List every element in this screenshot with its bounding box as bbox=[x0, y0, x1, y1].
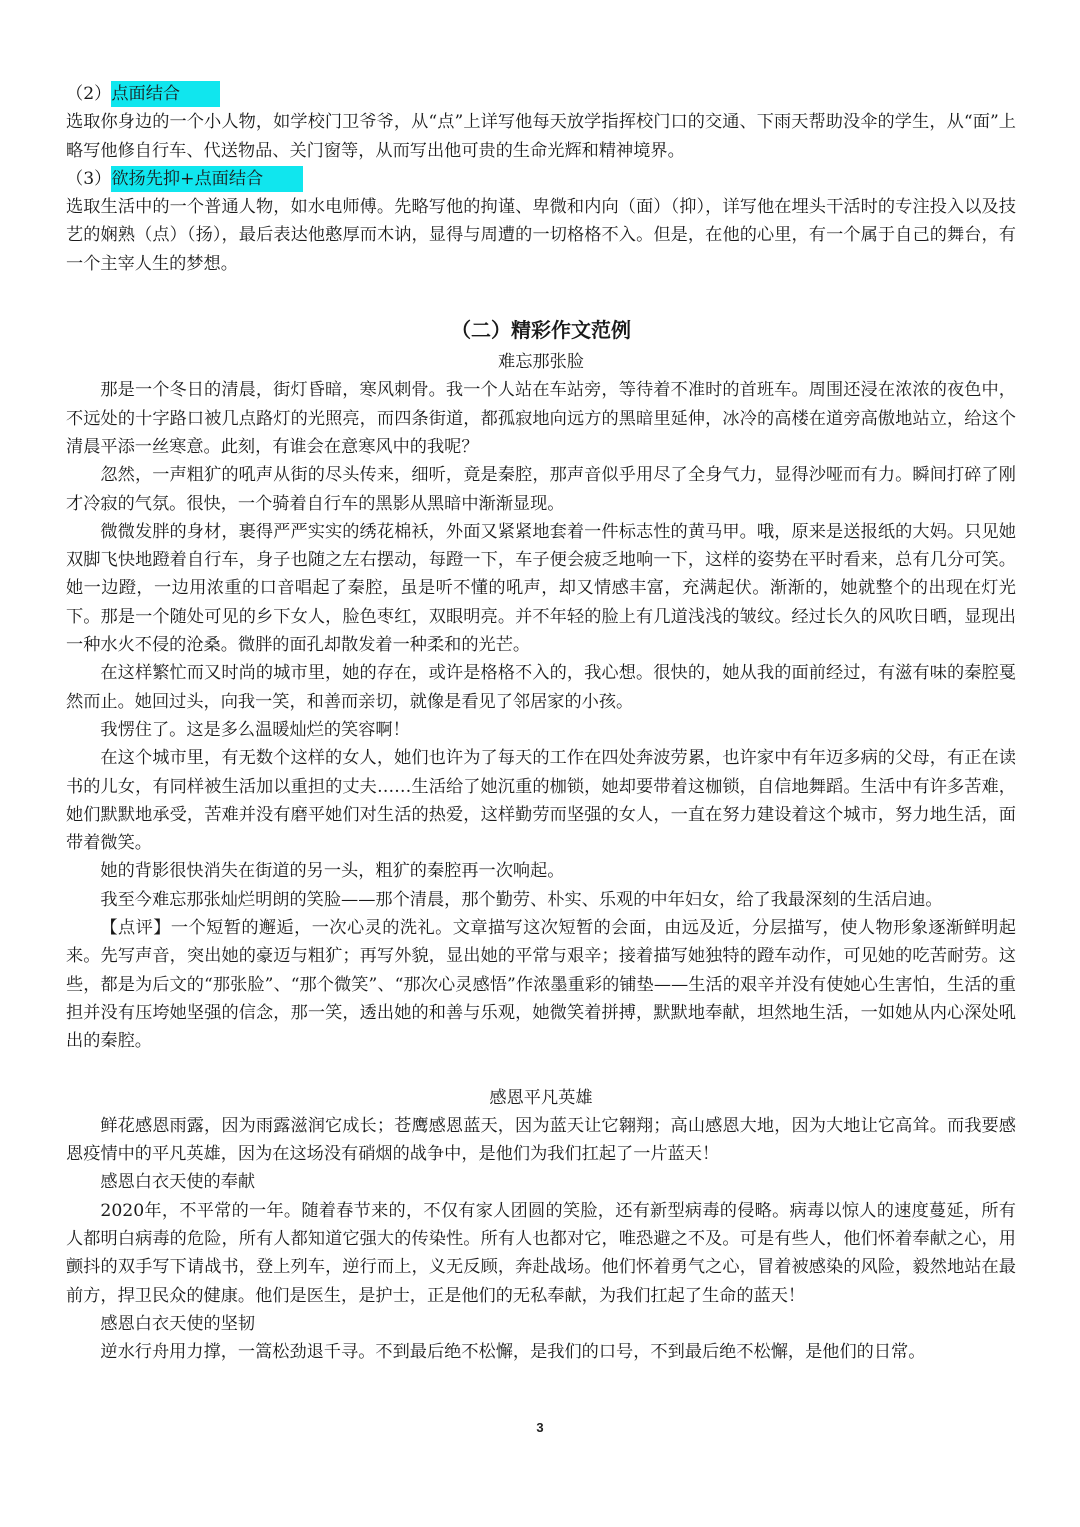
essay-2-title: 感恩平凡英雄 bbox=[489, 1087, 593, 1108]
method-3-title-highlight: 欲扬先抑+点面结合 bbox=[111, 166, 303, 192]
page-content bbox=[66, 80, 1016, 1366]
essay-1-paragraph: 我愣住了。这是多么温暖灿烂的笑容啊！ bbox=[100, 719, 410, 740]
method-2-number: （2） bbox=[66, 84, 112, 104]
essay-2-subheading: 感恩白衣天使的奉献 bbox=[100, 1172, 256, 1193]
essay-2-subheading: 感恩白衣天使的坚韧 bbox=[100, 1313, 256, 1334]
essay-1-paragraph: 我至今难忘那张灿烂明朗的笑脸——那个清晨，那个勤劳、朴实、乐观的中年妇女，给了我最深刻的生活启迪。 bbox=[100, 889, 943, 910]
essay-1-paragraph: 微微发胖的身材，裹得严严实实的绣花棉袄，外面又紧紧地套着一件标志性的黄马甲。哦，原来是送报纸的大妈。只见她双脚飞快地蹬着自行车，身子也随之左右摆动，每蹬一下，车子便会疲乏地响一下，这样的姿势在平时看来，总有几分可笑。她一边蹬，一边用浓重的口音唱起了秦腔，虽是听不懂的吼声，却又情感丰富，充满起伏。渐渐的，她就整个的出现在灯光下。那是一个随处可见的乡下女人，脸色枣红，双眼明亮。并不年轻的脸上有几道浅浅的皱纹。经过长久的风吹日晒，显现出一种水火不侵的沧桑。微胖的面孔却散发着一种柔和的光芒。 bbox=[66, 521, 1016, 656]
essay-1-title: 难忘那张脸 bbox=[498, 352, 584, 373]
essay-2-paragraph: 鲜花感恩雨露，因为雨露滋润它成长；苍鹰感恩蓝天，因为蓝天让它翱翔；高山感恩大地，因为大地让它高耸。而我要感恩疫情中的平凡英雄，因为在这场没有硝烟的战争中，是他们为我们扛起了一片蓝天！ bbox=[66, 1115, 1016, 1165]
essay-1-comment: 【点评】一个短暂的邂逅，一次心灵的洗礼。文章描写这次短暂的会面，由远及近，分层描写，使人物形象逐渐鲜明起来。先写声音，突出她的豪迈与粗犷；再写外貌，显出她的平常与艰辛；接着描写她独特的蹬车动作，可见她的吃苦耐劳。这些，都是为后文的“那张脸”、“那个微笑”、“那次心灵感悟”作浓墨重彩的铺垫——生活的艰辛并没有使她心生害怕，生活的重担并没有压垮她坚强的信念，那一笑，透出她的和善与乐观，她微笑着拼搏，默默地奉献，坦然地生活，一如她从内心深处吼出的秦腔。 bbox=[66, 918, 1016, 1052]
essay-1-paragraph: 她的背影很快消失在街道的另一头，粗犷的秦腔再一次响起。 bbox=[100, 861, 565, 882]
method-2-body: 选取你身边的一个小人物，如学校门卫爷爷，从“点”上详写他每天放学指挥校门口的交通、下雨天帮助没伞的学生，从“面”上略写他修自行车、代送物品、关门窗等，从而写出他可贵的生命光辉和精神境界。 bbox=[66, 112, 1016, 161]
essay-2-paragraph: 2020年，不平常的一年。随着春节来的，不仅有家人团圆的笑脸，还有新型病毒的侵略。病毒以惊人的速度蔓延，所有人都明白病毒的危险，所有人都知道它强大的传染性。所有人也都对它，唯恐避之不及。可是有些人，他们怀着奉献之心，用颤抖的双手写下请战书，登上列车，逆行而上，义无反顾，奔赴战场。他们怀着勇气之心，冒着被感染的风险，毅然地站在最前方，捍卫民众的健康。他们是医生，是护士，正是他们的无私奉献，为我们扛起了生命的蓝天！ bbox=[66, 1200, 1016, 1306]
method-3-number: （3） bbox=[66, 168, 112, 189]
essay-1-paragraph: 在这个城市里，有无数个这样的女人，她们也许为了每天的工作在四处奔波劳累，也许家中有年迈多病的父母，有正在读书的儿女，有同样被生活加以重担的丈夫……生活给了她沉重的枷锁，她却要带着这枷锁，自信地舞蹈。生活中有许多苦难，她们默默地承受，苦难并没有磨平她们对生活的热爱，这样勤劳而坚强的女人，一直在努力建设着这个城市，努力地生活，面带着微笑。 bbox=[66, 748, 1016, 854]
method-3-body: 选取生活中的一个普通人物，如水电师傅。先略写他的拘谨、卑微和内向（面）（抑），详写他在埋头干活时的专注投入以及技艺的娴熟（点）（扬），最后表达他憨厚而木讷，显得与周遭的一切格格不入。但是，在他的心里，有一个属于自己的舞台，有一个主宰人生的梦想。 bbox=[66, 197, 1016, 274]
method-2-heading bbox=[66, 80, 1016, 108]
method-3-heading bbox=[66, 165, 1016, 193]
essay-2-paragraph: 逆水行舟用力撑，一篙松劲退千寻。不到最后绝不松懈，是我们的口号，不到最后绝不松懈，是他们的日常。 bbox=[100, 1342, 926, 1363]
essay-1-paragraph: 在这样繁忙而又时尚的城市里，她的存在，或许是格格不入的，我心想。很快的，她从我的面前经过，有滋有味的秦腔戛然而止。她回过头，向我一笑，和善而亲切，就像是看见了邻居家的小孩。 bbox=[66, 663, 1016, 712]
essay-1-paragraph: 那是一个冬日的清晨，街灯昏暗，寒风刺骨。我一个人站在车站旁，等待着不准时的首班车。周围还浸在浓浓的夜色中，不远处的十字路口被几点路灯的光照亮，而四条街道，都孤寂地向远方的黑暗里延伸，冰冷的高楼在道旁高傲地站立，给这个清晨平添一丝寒意。此刻，有谁会在意寒风中的我呢？ bbox=[66, 380, 1016, 457]
examples-section-heading: （二）精彩作文范例 bbox=[451, 318, 631, 343]
essay-1-paragraph: 忽然，一声粗犷的吼声从街的尽头传来，细听，竟是秦腔，那声音似乎用尽了全身气力，显得沙哑而有力。瞬间打碎了刚才冷寂的气氛。很快，一个骑着自行车的黑影从黑暗中渐渐显现。 bbox=[66, 465, 1016, 514]
page-number: 3 bbox=[536, 1420, 544, 1435]
method-2-title-highlight: 点面结合 bbox=[111, 81, 220, 107]
